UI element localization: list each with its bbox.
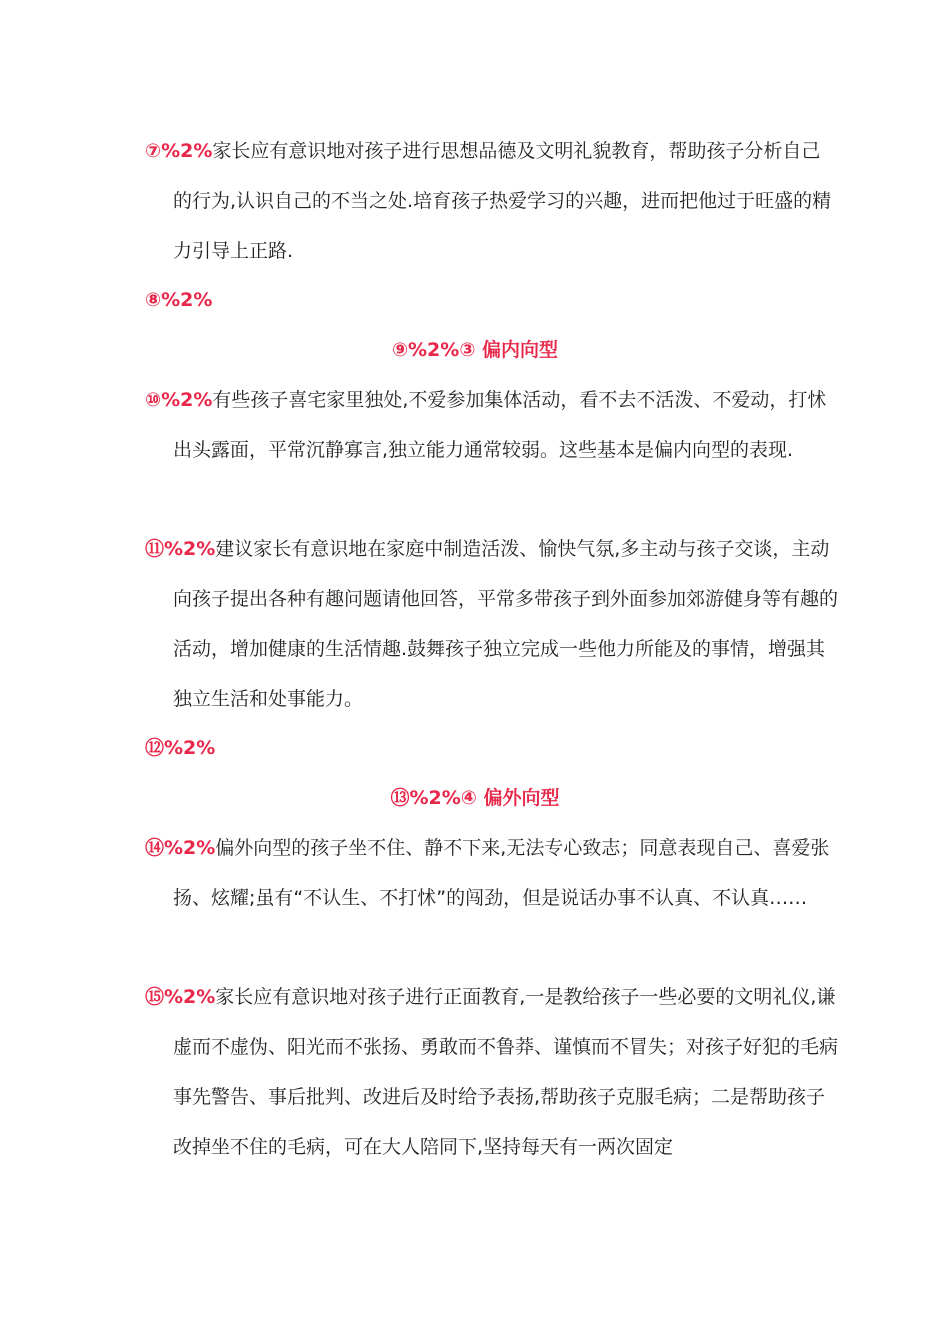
paragraph-marker: ⑦%2% xyxy=(145,140,213,162)
section-heading-extrovert xyxy=(0,773,950,823)
paragraph-10 xyxy=(145,375,838,475)
heading-marker: ⑨%2%③ xyxy=(391,339,476,361)
paragraph-marker: ⑧%2% xyxy=(145,289,213,311)
paragraph-marker: ⑩%2% xyxy=(145,389,213,411)
section-heading-introvert xyxy=(0,325,950,375)
heading-title: 偏内向型 xyxy=(482,339,559,361)
paragraph-text: 家长应有意识地对孩子进行思想品德及文明礼貌教育，帮助孩子分析自己的行为,认识自己的不当之处.培育孩子热爱学习的兴趣，进而把他过于旺盛的精力引导上正路. xyxy=(173,140,832,262)
paragraph-12 xyxy=(145,723,215,773)
paragraph-text: 家长应有意识地对孩子进行正面教育,一是教给孩子一些必要的文明礼仪,谦虚而不虚伪、阳光而不张扬、勇敢而不鲁莽、谨慎而不冒失；对孩子好犯的毛病事先警告、事后批判、改进后及时给予表扬,帮助孩子克服毛病；二是帮助孩子改掉坐不住的毛病，可在大人陪同下,坚持每天有一两次固定 xyxy=(173,986,839,1158)
heading-title: 偏外向型 xyxy=(483,787,560,809)
paragraph-text: 偏外向型的孩子坐不住、静不下来,无法专心致志；同意表现自己、喜爱张扬、炫耀;虽有“不认生、不打怵”的闯劲，但是说话办事不认真、不认真…… xyxy=(173,837,830,909)
paragraph-marker: ⑮%2% xyxy=(145,986,216,1008)
paragraph-11 xyxy=(145,524,838,724)
paragraph-marker: ⑭%2% xyxy=(145,837,216,859)
paragraph-15 xyxy=(145,972,838,1172)
paragraph-7 xyxy=(145,126,838,276)
paragraph-14 xyxy=(145,823,838,923)
paragraph-text: 建议家长有意识地在家庭中制造活泼、愉快气氛,多主动与孩子交谈，主动向孩子提出各种有趣问题请他回答，平常多带孩子到外面参加郊游健身等有趣的活动，增加健康的生活情趣.鼓舞孩子独立完成一些他力所能及的事情，增强其独立生活和处事能力。 xyxy=(173,538,839,710)
heading-marker: ⑬%2%④ xyxy=(390,787,477,809)
paragraph-marker: ⑪%2% xyxy=(145,538,216,560)
paragraph-8 xyxy=(145,275,212,325)
paragraph-text: 有些孩子喜宅家里独处,不爱参加集体活动，看不去不活泼、不爱动，打怵出头露面，平常沉静寡言,独立能力通常较弱。这些基本是偏内向型的表现. xyxy=(173,389,827,461)
paragraph-marker: ⑫%2% xyxy=(145,737,216,759)
